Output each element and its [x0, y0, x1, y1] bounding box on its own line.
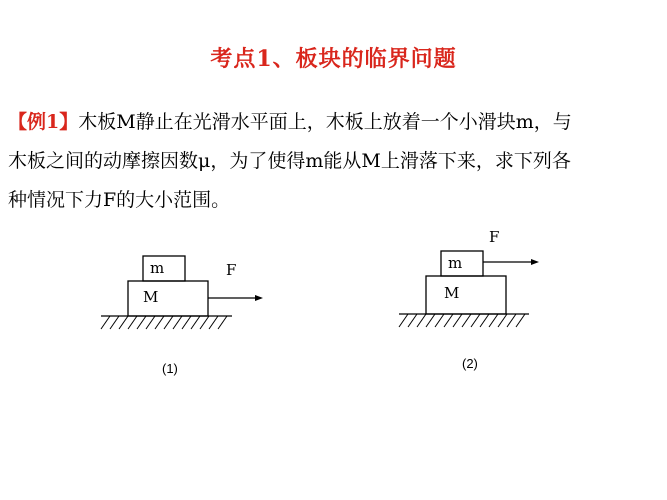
figure-1-board-M: [128, 281, 208, 316]
figure-1-ground-hatch: [101, 316, 227, 329]
figure-1-board-M-label: M: [143, 288, 159, 306]
figure-2-block-m-label: m: [448, 254, 463, 272]
figure-1-arrowhead: [255, 295, 263, 301]
figure-1-block-m-label: m: [150, 259, 165, 277]
figure-2: [399, 228, 539, 327]
figure-1-caption: (1): [162, 361, 178, 376]
figure-2-ground-hatch: [399, 314, 525, 327]
problem-line-2: 木板之间的动摩擦因数μ，为了使得m能从M上滑落下来，求下列各: [8, 150, 571, 172]
figure-2-board-M: [426, 276, 506, 314]
problem-line-1: 木板M静止在光滑水平面上，木板上放着一个小滑块m，与: [78, 111, 572, 133]
page-title: 考点1、板块的临界问题: [210, 46, 457, 72]
figure-2-caption: (2): [462, 356, 478, 371]
figure-1: [101, 256, 263, 329]
figure-2-force-label: F: [489, 228, 500, 246]
example-tag: 【例1】: [8, 111, 79, 133]
figure-2-arrowhead: [531, 259, 539, 265]
figure-2-board-M-label: M: [444, 284, 460, 302]
problem-line-3: 种情况下力F的大小范围。: [8, 189, 231, 211]
figure-1-force-label: F: [226, 261, 237, 279]
